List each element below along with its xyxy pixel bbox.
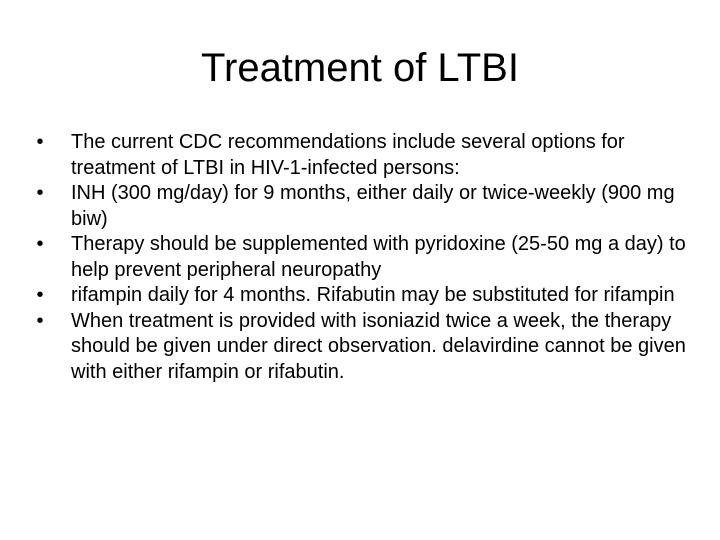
bullet-icon: • — [36, 309, 44, 332]
bullet-text: The current CDC recommendations include several options for treatment of LTBI in HIV-1-infected persons: — [71, 131, 625, 179]
bullet-icon: • — [36, 131, 44, 153]
bullet-icon: • — [36, 182, 44, 204]
bullet-icon: • — [36, 284, 44, 306]
bullet-text: Therapy should be supplemented with pyridoxine (25-50 mg a day) to help prevent peripheral neuropathy — [71, 233, 686, 281]
bullet-item-inh-dosing — [30, 181, 690, 232]
bullet-list — [30, 130, 690, 385]
bullet-text: INH (300 mg/day) for 9 months, either daily or twice-weekly (900 mg biw) — [71, 182, 675, 230]
bullet-text: rifampin daily for 4 months. Rifabutin may be substituted for rifampin — [71, 284, 675, 306]
bullet-item-isoniazid-observation — [30, 309, 690, 386]
bullet-text: When treatment is provided with isoniazid twice a week, the therapy should be given under direct observation. delavirdine cannot be given with either rifampin or rifabutin. — [71, 309, 686, 383]
bullet-item-rifampin — [30, 283, 690, 309]
slide-title: Treatment of LTBI — [201, 46, 519, 90]
bullet-item-cdc-recommendations — [30, 130, 690, 181]
bullet-item-pyridoxine — [30, 232, 690, 283]
bullet-icon: • — [36, 233, 44, 255]
